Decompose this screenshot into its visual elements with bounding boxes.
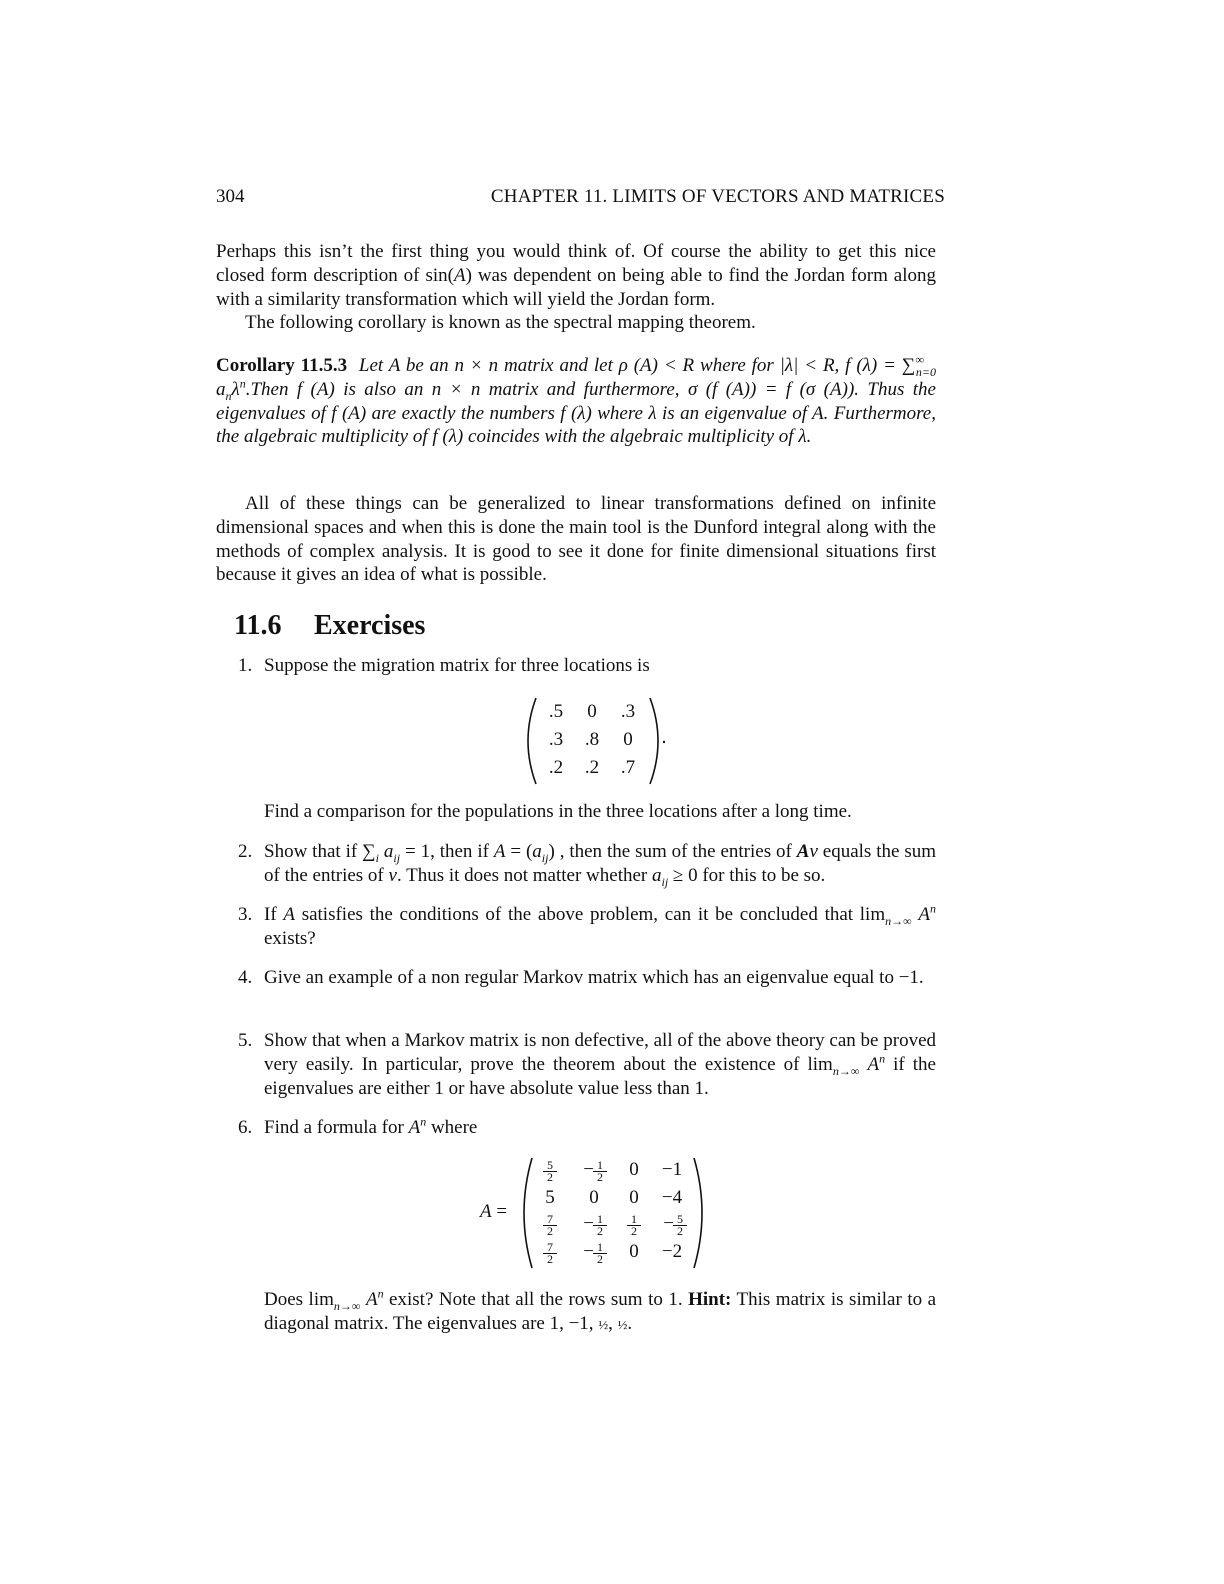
matrix-cell: .2 [548,757,564,778]
exercise-text: Find a comparison for the populations in the three locations after a long time. [264,801,852,822]
corollary-label: Corollary 11.5.3 [216,355,348,376]
matrix-cell: .3 [620,701,636,722]
section-title: Exercises [314,610,426,641]
exercise-1 [216,654,936,678]
matrix-cell: −2 [661,1241,683,1262]
matrix-cell: − [663,1213,674,1234]
fraction-cell: 1 2 [593,1160,607,1183]
exercise-text: Does $\lim_{n\to\infty} A^n$ exist? Note that all the rows sum to 1. Hint: This matrix is similar to a diagonal matrix. The eigenvalues are 1, −1, ½, ½. [264,1286,937,1334]
fraction-cell: 5 2 [543,1160,557,1183]
fraction-cell: 5 2 [673,1214,687,1237]
exercise-text: Give an example of a non regular Markov matrix which has an eigenvalue equal to −1. [264,967,924,988]
matrix-cell: 0 [629,1241,639,1262]
exercise-text: Suppose the migration matrix for three locations is [264,655,650,676]
exercise-6-matrix [520,1156,710,1270]
page-number: 304 [216,186,245,207]
intro-paragraph-1: Perhaps this isn’t the first thing you would think of. Of course the ability to get this nice closed form description of sin(A) was dependent on being able to find the Jordan form along with a similarity transformation which will yield the Jordan form. [216,241,936,310]
exercise-4 [216,966,936,990]
chapter-title: CHAPTER 11. LIMITS OF VECTORS AND MATRICES [490,186,945,207]
matrix-cell: − [583,1213,594,1234]
matrix-cell: .2 [584,757,600,778]
exercise-text: Show that when a Markov matrix is non defective, all of the above theory can be proved very easily. In particular, prove the theorem about the existence of $\lim_{n\to\infty} A^n$ if the eigenvalues are either 1 or have absolute value less than 1. [264,1030,936,1099]
matrix-cell: .3 [548,729,564,750]
running-header [216,186,945,210]
exercise-text: Show that if $\sum_i$ $a_{ij} = 1$, then if $A = (a_{ij})$ , then the sum of the entries of Av equals the sum of the entries of v. Thus it does not matter whether $a_{ij} \ge 0$ for this to be so. [264,841,936,889]
intro-paragraph-2: The following corollary is known as the spectral mapping theorem. [245,312,756,334]
matrix-cell: .7 [620,757,636,778]
matrix-cell: .8 [584,729,600,750]
matrix-label: A = [480,1201,508,1222]
page [216,0,945,1584]
exercise-number: 4. [238,967,253,988]
exercise-5 [216,1029,936,1100]
exercise-text: Find a formula for $A^n$ where [264,1114,478,1138]
fraction-cell: 1 2 [593,1214,607,1237]
matrix-cell: 0 [587,701,597,722]
intro-block [216,240,936,335]
fraction-cell: 1 2 [627,1214,641,1237]
exercise-number: 2. [238,841,253,862]
matrix-cell: 0 [629,1187,639,1208]
exercise-6-followup [216,1288,936,1337]
closing-block [216,492,936,587]
migration-matrix [522,696,672,786]
matrix-cell: 0 [623,729,633,750]
exercise-number: 3. [238,904,253,925]
exercise-number: 1. [238,655,253,676]
corollary-text: Corollary 11.5.3 Let A be an n × n matrix and let ρ (A) < R where for |λ| < R, f $(\lambda) = \sum^\infty_{n=0}$ $a_n\lambda^n.Then$ f (A) is also an n × n matrix and furthermore, σ (f (A)) = f (σ (A)). Thus the eigenvalues of f (A) are exactly the numbers f (λ) where λ is an eigenvalue of A. Furthermore, the algebraic multiplicity of f (λ) coincides with the algebraic multiplicity of λ. [216,352,937,448]
fraction-cell: 7 2 [543,1214,557,1237]
exercise-text: If A satisfies the conditions of the above problem, can it be concluded that $\lim_{n\to\infty} A^n$ exists? [264,901,937,949]
matrix-cell: 0 [629,1159,639,1180]
matrix-cell: 5 [545,1187,555,1208]
matrix-cell: − [583,1241,594,1262]
exercise-number: 5. [238,1030,253,1051]
matrix-cell: −1 [661,1159,683,1180]
closing-paragraph: All of these things can be generalized to linear transformations defined on infinite dimensional spaces and when this is done the main tool is the Dunford integral along with the methods of complex analysis. It is good to see it done for finite dimensional situations first because it gives an idea of what is possible. [216,493,936,586]
matrix-cell: 0 [589,1187,599,1208]
matrix-cell: .5 [548,701,564,722]
section-number: 11.6 [234,610,282,641]
matrix-cell: − [583,1159,594,1180]
exercise-3 [216,903,936,951]
fraction-cell: 1 2 [593,1242,607,1265]
corollary-block [216,354,936,449]
exercise-2 [216,840,936,888]
fraction-cell: 7 2 [543,1242,557,1265]
matrix-cell: −4 [661,1187,683,1208]
hint-label: Hint: [688,1289,732,1310]
exercise-6 [216,1116,936,1140]
exercise-number: 6. [238,1117,253,1138]
exercise-1-followup [216,800,936,824]
section-heading [234,610,425,642]
